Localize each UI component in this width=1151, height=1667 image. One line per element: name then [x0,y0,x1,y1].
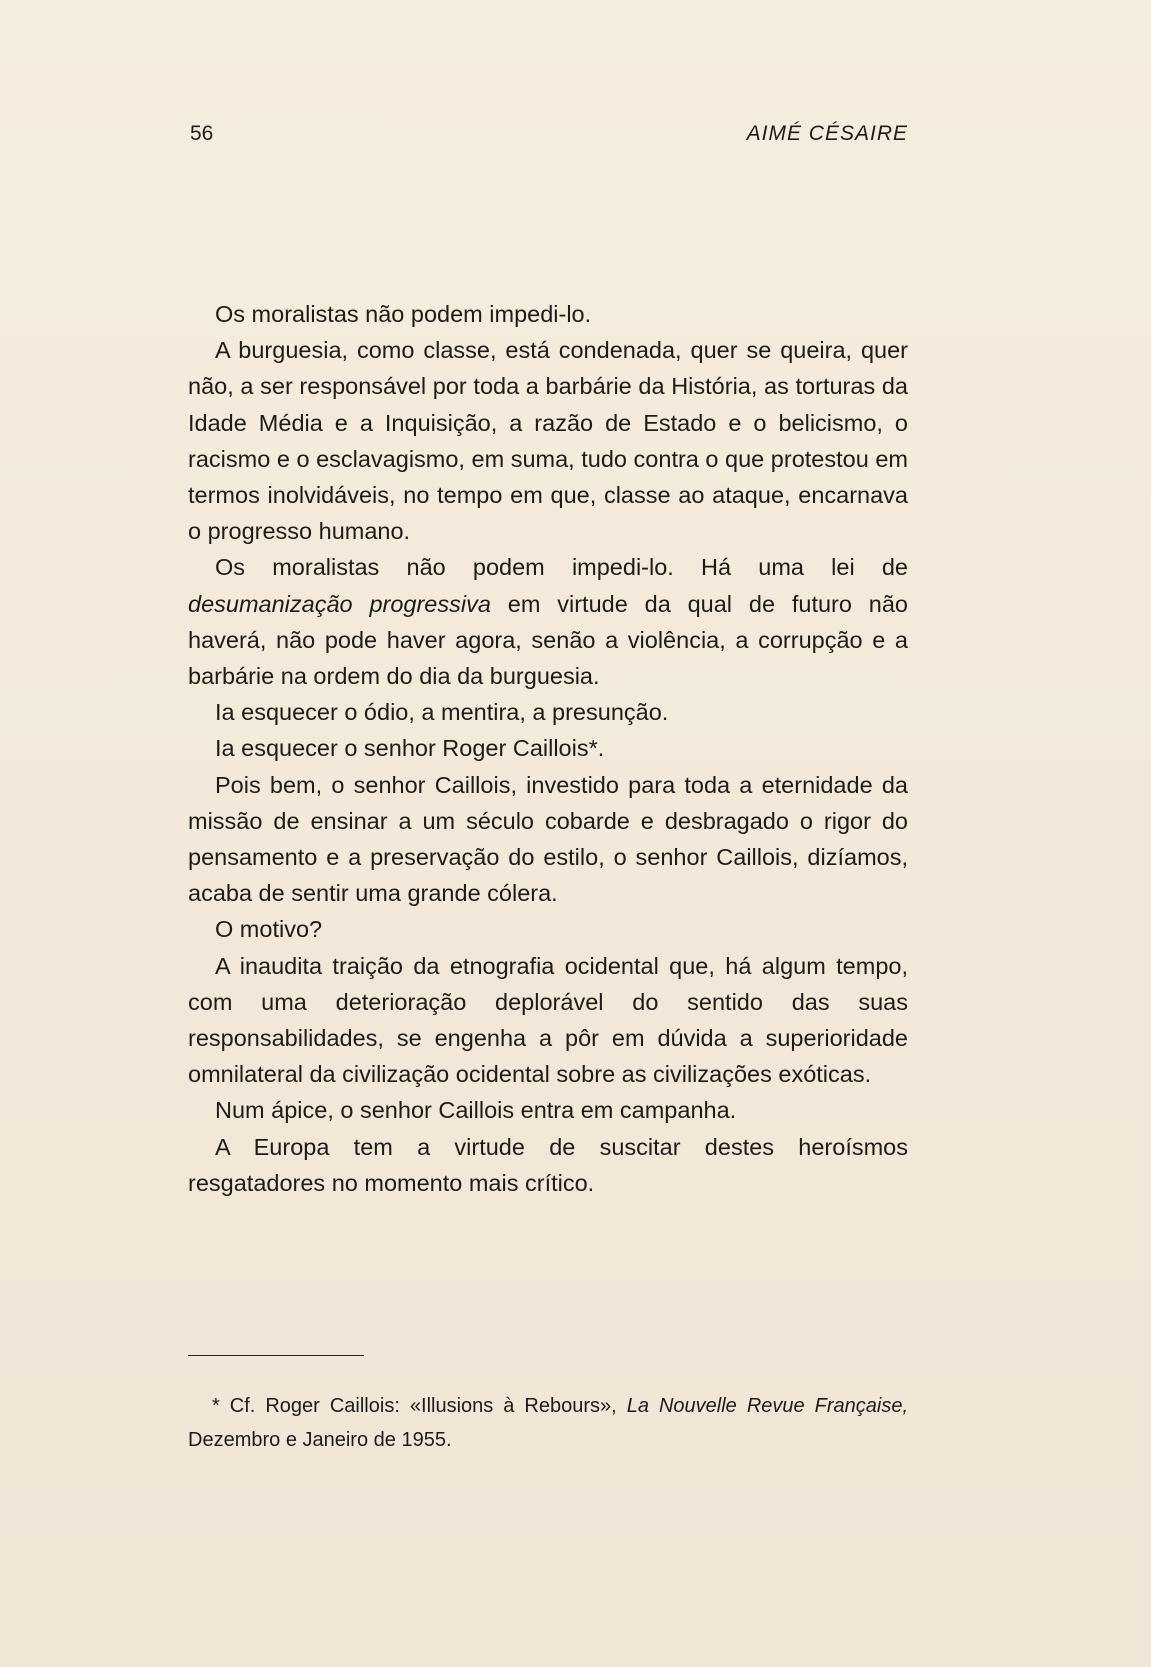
footnote [188,1389,908,1457]
running-head: AIMÉ CÉSAIRE [746,122,908,145]
footnote-marker: * [212,1395,220,1417]
footnote-paragraph [188,1389,908,1457]
paragraph: Os moralistas não podem impedi-lo. [215,301,592,327]
paragraph: Ia esquecer o senhor Roger Caillois*. [215,735,605,762]
paragraph [188,549,908,694]
paragraph: A burguesia, como classe, está condenada, quer se queira, quer não, a ser responsável por toda a barbárie da História, as torturas da Idade Média e a Inquisição, a razão de Estado e o belicismo, o racismo e o esclavagismo, em suma, tudo contra o que protestou em termos inolvidáveis, no tempo em que, classe ao ataque, encarnava o progresso humano. [188,337,908,545]
italic-phrase: desumanização progressiva [188,590,491,617]
paragraph: A inaudita traição da etnografia ocidental que, há algum tempo, com uma deterioração deplorável do sentido das suas responsabilidades, se engenha a pôr em dúvida a superioridade omnilateral da civilização ocidental sobre as civilizações exóticas. [188,952,908,1088]
footnote-italic: La Nouvelle Revue Française, [626,1395,909,1417]
page-number: 56 [190,122,214,145]
paragraph: Pois bem, o senhor Caillois, investido para toda a eternidade da missão de ensinar a um século cobarde e desbragado o rigor do pensamento e a preservação do estilo, o senhor Caillois, dizíamos, acaba de sentir uma grande cólera. [188,771,908,907]
footnote-text: Cf. Roger Caillois: «Illusions à Rebours», [229,1395,617,1417]
footnote-text: Dezembro e Janeiro de 1955. [188,1429,452,1451]
paragraph-text: em virtude da qual de futuro não haverá, não pode haver agora, senão a violência, a corrupção e a barbárie na ordem do dia da burguesia. [188,590,908,690]
page-header [190,122,908,152]
paragraph: Ia esquecer o ódio, a mentira, a presunção. [215,699,669,726]
paragraph: Num ápice, o senhor Caillois entra em campanha. [215,1097,737,1124]
paragraph: O motivo? [215,916,323,943]
body-text [188,296,908,1201]
paragraph-text: Os moralistas não podem impedi-lo. Há uma lei de [215,554,908,581]
footnote-divider [188,1355,364,1356]
paragraph: A Europa tem a virtude de suscitar destes heroísmos resgatadores no momento mais crítico. [188,1133,908,1196]
